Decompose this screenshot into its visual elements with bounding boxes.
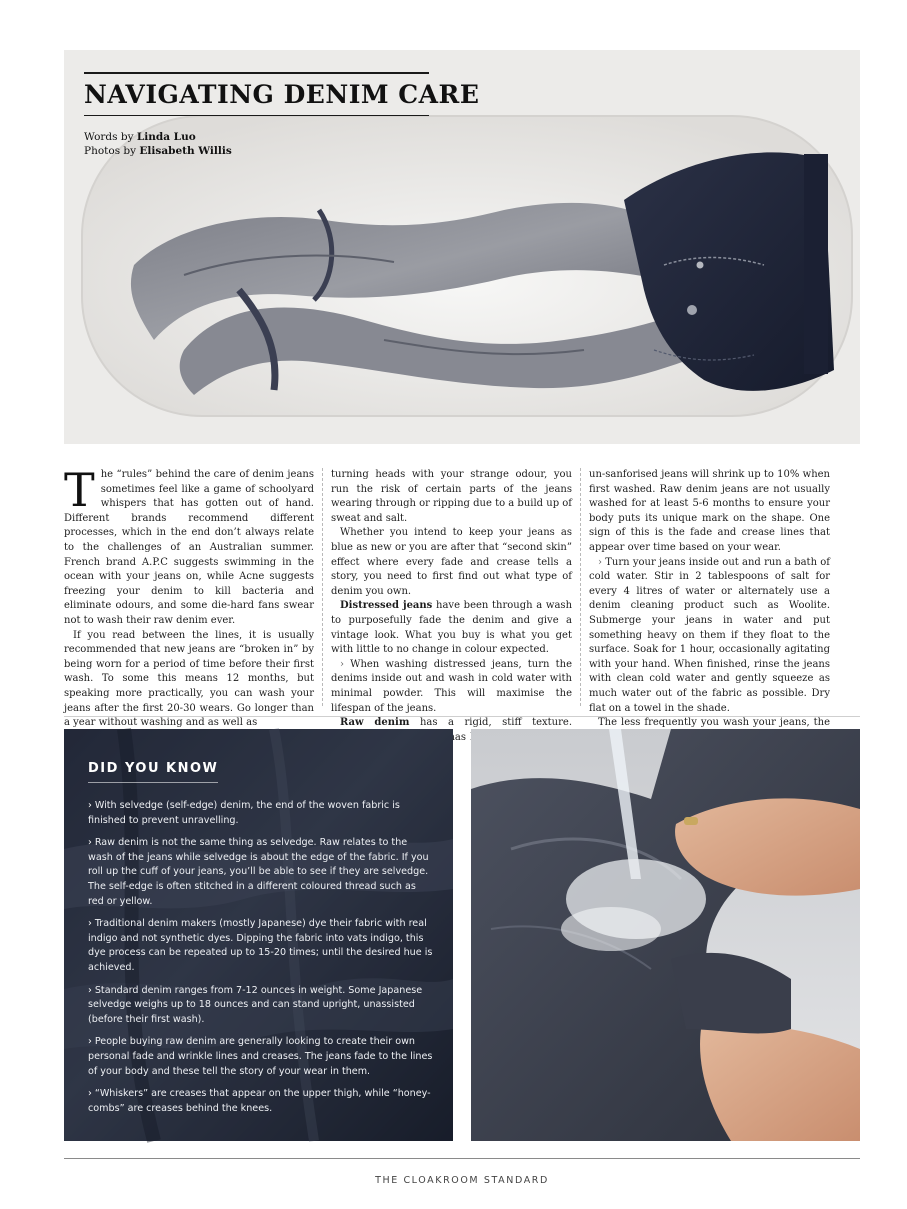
words-credit <box>84 130 479 144</box>
drop-cap: T <box>64 463 95 517</box>
distressed-heading: Distressed jeans <box>340 600 433 612</box>
footer-rule <box>64 1158 860 1159</box>
fact-text: Traditional denim makers (mostly Japanese) dye their fabric with real indigo and not synthetic dyes. Dipping the fabric into vats indigo, this dye process can be repeated up to 15-20 times; until the desired hue is achieved. <box>88 918 433 973</box>
article-body <box>64 463 860 743</box>
bullet-chevron: › <box>598 556 602 568</box>
body-column-2 <box>322 468 580 743</box>
chevron-icon: › <box>88 918 92 930</box>
paragraph-breaking-in: If you read between the lines, it is usually recommended that new jeans are “broken in” by being worn for a period of time before their first wash. To some this means 12 months, but speaking more practically, you can wash your jeans after the first 20-30 wears. Go longer than a year without washing and as well as <box>64 629 314 729</box>
paragraph-denim-type: Whether you intend to keep your jeans as blue as new or you are after that “second skin” effect where every fade and crease tells a story, you need to first find out what type of denim you own. <box>331 527 572 597</box>
fact-item-indigo <box>88 917 434 975</box>
chevron-icon: › <box>88 800 92 811</box>
raw-wash-text: Turn your jeans inside out and run a bath of cold water. Stir in 2 tablespoons of salt for every 4 litres of water or alternately use a denim cleaning product such as Woolite. Submerge your jeans in water and put something heavy on them if they float to the surface. Soak for 1 hour, occasionally agitating with your hand. When finished, rinse the jeans with clean cold water and gently squeeze as much water out of the fabric as possible. Dry flat on a towel in the shade. <box>589 556 830 714</box>
fact-item-raw-vs-selvedge <box>88 836 434 909</box>
did-you-know-panel <box>64 729 453 1141</box>
distressed-wash-text: When washing distressed jeans, turn the denims inside out and wash in cold water with minimal powder. This will maximise the lifespan of the jeans. <box>331 658 572 714</box>
chevron-icon: › <box>88 1088 92 1100</box>
fact-text: Standard denim ranges from 7-12 ounces in weight. Some Japanese selvedge weighs up to 18 ounces and can stand upright, unassisted (before their first wash). <box>88 984 423 1025</box>
words-prefix: Words by <box>84 131 134 143</box>
fact-item-fade <box>88 1035 434 1079</box>
fact-text: Raw denim is not the same thing as selvedge. Raw relates to the wash of the jeans while selvedge is about the edge of the fabric. If you roll up the cuff of your jeans, you’ll be able to see if they are selvedge. The self-edge is often stitched in a different coloured thread such as red or yellow. <box>88 837 429 907</box>
fact-text: “Whiskers” are creases that appear on the upper thigh, while “honey-combs” are creases behind the knees. <box>88 1088 431 1114</box>
title-rule-bottom <box>84 115 429 116</box>
words-author: Linda Luo <box>136 131 196 143</box>
did-you-know-heading: DID YOU KNOW <box>88 761 218 783</box>
body-column-1 <box>64 463 322 729</box>
title-rule-top <box>84 72 429 74</box>
paragraph-intro-text: he “rules” behind the care of denim jeans sometimes feel like a game of schoolyard whispers that has gotten out of hand. Different brands recommend different processes, which in the end don’t always relate to the challenges of an Australian summer. French brand A.P.C suggests swimming in the ocean with your jeans on, while Acne suggests freezing your denim to kill bacteria and eliminate odours, and some die-hard fans swear not to wash their raw denim ever. <box>64 469 314 626</box>
distressed-text: have been through a wash to purposefully fade the denim and give a vintage look. What you buy is what you get with little to no change in colour expected. <box>331 600 573 656</box>
paragraph-odour: turning heads with your strange odour, you run the risk of certain parts of the jeans wearing through or ripping due to a build up of sweat and salt. <box>331 469 572 524</box>
publication-footer: THE CLOAKROOM STANDARD <box>375 1175 549 1186</box>
paragraph-raw-wash <box>589 556 830 717</box>
chevron-icon: › <box>88 1036 92 1048</box>
fact-item-weight <box>88 984 434 1028</box>
paragraph-unsanforised: un-sanforised jeans will shrink up to 10% when first washed. Raw denim jeans are not usually washed for at least 5-6 months to ensure your body puts its unique mark on the shape. One sign of this is the fade and crease lines that appear over time based on your wear. <box>589 469 830 553</box>
fact-item-selvedge <box>88 799 434 828</box>
photos-prefix: Photos by <box>84 145 137 157</box>
photos-author: Elisabeth Willis <box>139 145 232 157</box>
raw-denim-text: has a rigid, stiff texture. has <box>419 717 572 743</box>
bullet-chevron: › <box>340 658 344 670</box>
fact-item-whiskers <box>88 1087 434 1116</box>
washing-jeans-photo <box>471 729 860 1141</box>
fact-text: People buying raw denim are generally looking to create their own personal fade and wrinkle lines and creases. The jeans fade to the lines of your body and these tell the story of your wear in them. <box>88 1036 433 1077</box>
fact-text: With selvedge (self-edge) denim, the end of the woven fabric is finished to prevent unravelling. <box>88 800 400 826</box>
body-column-3 <box>580 468 838 729</box>
chevron-icon: › <box>88 984 92 996</box>
article-header <box>84 72 479 158</box>
hands-washing-denim-illustration <box>471 729 860 1141</box>
chevron-icon: › <box>88 837 92 849</box>
section-divider <box>64 716 860 717</box>
paragraph-distressed <box>331 599 572 657</box>
paragraph-closing: The less frequently you wash your jeans, the <box>598 717 830 729</box>
raw-denim-heading: Raw denim <box>340 717 410 729</box>
photos-credit <box>84 144 479 158</box>
hero-photo-jeans-in-tub <box>64 50 860 444</box>
paragraph-distressed-wash <box>331 658 572 716</box>
article-title: NAVIGATING DENIM CARE <box>84 80 480 109</box>
paragraph-intro <box>64 463 314 629</box>
article-credits <box>84 130 479 158</box>
did-you-know-content <box>88 757 434 1116</box>
